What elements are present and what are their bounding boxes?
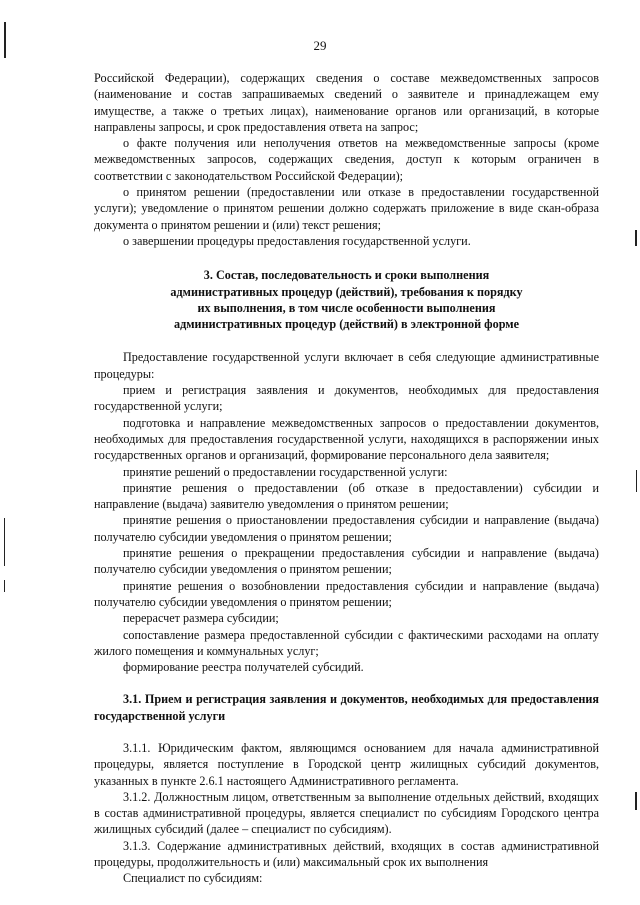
section-heading-line: 3. Состав, последовательность и сроки выполнения — [203, 268, 490, 283]
list-item: сопоставление размера предоставленной субсидии с фактическими расходами на оплату жилого помещения и коммунальных услуг; — [94, 627, 599, 658]
paragraph: Российской Федерации), содержащих сведения о составе межведомственных запросов (наименование и состав запрашиваемых сведений о заявителе и принадлежащем ему имуществе, а также о третьих лицах), наименование органов или организаций, в которые направлены запросы, и срок предоставления ответа на запрос; — [94, 71, 599, 134]
list-item: прием и регистрация заявления и документов, необходимых для предоставления государственной услуги; — [94, 383, 599, 414]
list-item: принятие решения о предоставлении (об отказе в предоставлении) субсидии и направление (выдача) заявителю уведомления о принятом решении; — [94, 480, 599, 512]
list-item: подготовка и направление межведомственных запросов о предоставлении документов, необходимых для предоставления государственной услуги, находящихся в распоряжении иных государственных органов и организаций, формирование персонального дела заявителя; — [94, 415, 599, 463]
section-heading-line: административных процедур (действий) в электронной форме — [173, 317, 520, 332]
section-heading-line: административных процедур (действий), требования к порядку — [170, 284, 523, 299]
scan-edge-mark — [635, 230, 637, 246]
paragraph: Предоставление государственной услуги включает в себя следующие административные процедуры: — [94, 350, 599, 381]
section-heading — [94, 267, 599, 332]
list-item: принятие решения о возобновлении предоставления субсидии и направление (выдача) получателю субсидии уведомления о принятом решении; — [94, 578, 599, 609]
scan-edge-mark — [635, 792, 637, 810]
scan-edge-mark — [636, 470, 637, 492]
list-item: формирование реестра получателей субсидий. — [123, 660, 364, 675]
paragraph: 3.1.3. Содержание административных действий, входящих в состав административной процедуры, продолжительность и (или) максимальный срок их выполнения — [94, 838, 599, 870]
paragraph: 3.1.2. Должностным лицом, ответственным за выполнение отдельных действий, входящих в состав административной процедуры, является специалист по субсидиям Городского центра жилищных субсидий (далее – специалист по субсидиям). — [94, 789, 599, 837]
paragraph: 3.1.1. Юридическим фактом, являющимся основанием для начала административной процедуры, является поступление в Городской центр жилищных субсидий документов, указанных в пункте 2.6.1 настоящего Административного регламента. — [94, 740, 599, 788]
list-item: принятие решения о прекращении предоставления субсидии и направление (выдача) получателю субсидии уведомления о принятом решении; — [94, 546, 599, 577]
subsection-heading: 3.1. Прием и регистрация заявления и документов, необходимых для предоставления государственной услуги — [94, 692, 599, 723]
section-heading-line: их выполнения, в том числе особенности выполнения — [197, 300, 496, 315]
list-item: принятие решений о предоставлении государственной услуги: — [123, 464, 448, 479]
list-item: принятие решения о приостановлении предоставления субсидии и направление (выдача) получателю субсидии уведомления о принятом решении; — [94, 513, 599, 544]
document-body — [94, 70, 599, 887]
list-item: перерасчет размера субсидии; — [123, 611, 279, 626]
scan-edge-mark — [4, 518, 5, 566]
paragraph: о принятом решении (предоставлении или отказе в предоставлении государственной услуги); уведомление о принятом решении должно содержать приложение в виде скан-образа документа о принятом решении и (или) текст решения; — [94, 185, 599, 232]
paragraph: о завершении процедуры предоставления государственной услуги. — [123, 233, 471, 248]
scan-edge-mark — [4, 580, 5, 592]
paragraph: о факте получения или неполучения ответов на межведомственные запросы (кроме межведомственных запросов, содержащих сведения, доступ к которым ограничен в соответствии с законодательством Российской Федерации); — [94, 136, 599, 183]
paragraph: Специалист по субсидиям: — [123, 871, 263, 886]
page-number: 29 — [313, 38, 327, 53]
